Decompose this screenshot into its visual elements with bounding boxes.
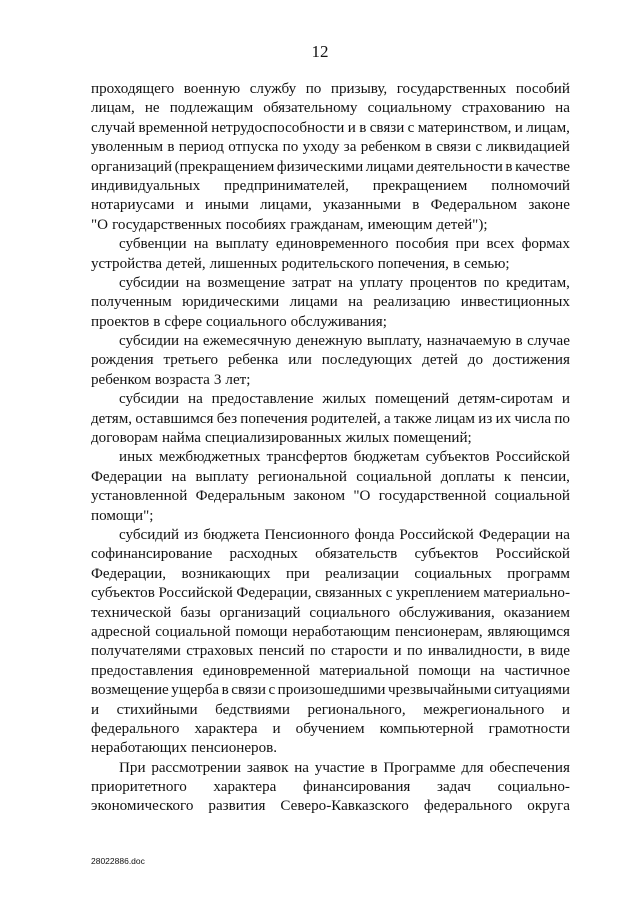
text-line: иных межбюджетных трансфертов бюджетам субъектов Российской (119, 449, 570, 466)
text-line: проходящего военную службу по призыву, государственных пособий (91, 81, 570, 97)
paragraph (91, 274, 570, 332)
text-line: субсидий из бюджета Пенсионного фонда Российской Федерации на (119, 526, 570, 543)
paragraph (91, 526, 570, 759)
text-line: помощи"; (91, 507, 154, 524)
text-line: субсидии на предоставление жилых помещений детям-сиротам и (119, 391, 570, 408)
text-line: устройства детей, лишенных родительского попечения, в семью; (91, 255, 510, 272)
text-line: "О государственных пособиях гражданам, имеющим детей"); (91, 216, 488, 233)
text-line: и стихийными бедствиями регионального, межрегионального и (91, 701, 570, 718)
text-line: организаций (прекращением физическими лицами деятельности в качестве (91, 158, 570, 175)
paragraph (91, 80, 570, 235)
text-line: субсидии на возмещение затрат на уплату процентов по кредитам, (119, 274, 570, 291)
text-line: приоритетного характера финансирования задач социально- (91, 779, 570, 796)
document-body (91, 80, 570, 817)
text-line: случай временной нетрудоспособности и в связи с материнством, и лицам, (91, 119, 570, 136)
text-line: проектов в сфере социального обслуживания; (91, 313, 387, 330)
text-line: субъектов Российской Федерации, связанных с укреплением материально- (91, 585, 570, 602)
text-line: ребенком возраста 3 лет; (91, 371, 251, 388)
text-line: уволенным в период отпуска по уходу за ребенком в связи с ликвидацией (91, 139, 570, 156)
text-line: неработающих пенсионеров. (91, 740, 278, 757)
text-line: лицам, не подлежащим обязательному социальному страхованию на (91, 100, 570, 117)
text-line: рождения третьего ребенка или последующих детей до достижения (91, 352, 570, 369)
paragraph (91, 390, 570, 448)
text-line: адресной социальной помощи неработающим пенсионерам, являющимся (91, 623, 570, 640)
text-line: субвенции на выплату единовременного пособия при всех формах (119, 236, 570, 253)
paragraph (91, 235, 570, 274)
text-line: Федерации на выплату региональной социальной доплаты к пенсии, (91, 468, 570, 485)
text-line: Федерации, возникающих при реализации социальных программ (91, 565, 570, 582)
paragraph (91, 448, 570, 526)
paragraph (91, 332, 570, 390)
text-line: получателями страховых пенсий по старости и по инвалидности, в виде (91, 643, 570, 660)
text-line: полученным юридическими лицами на реализацию инвестиционных (91, 294, 570, 311)
text-line: установленной Федеральным законом "О государственной социальной (91, 488, 570, 505)
text-line: софинансирование расходных обязательств субъектов Российской (91, 546, 570, 563)
paragraph (91, 759, 570, 817)
text-line: федерального характера и обучением компьютерной грамотности (91, 720, 570, 737)
text-line: предоставления единовременной материальной помощи на частичное (91, 662, 570, 679)
text-line: субсидии на ежемесячную денежную выплату, назначаемую в случае (119, 333, 570, 350)
text-line: экономического развития Северо-Кавказского федерального округа (91, 798, 570, 815)
text-line: нотариусами и иными лицами, указанными в Федеральном законе (91, 197, 570, 214)
text-line: возмещение ущерба в связи с произошедшими чрезвычайными ситуациями (91, 682, 570, 699)
text-line: При рассмотрении заявок на участие в Программе для обеспечения (119, 759, 570, 776)
footer-filename: 28022886.doc (91, 856, 145, 866)
text-line: технической базы организаций социального обслуживания, оказанием (91, 604, 570, 621)
text-line: детям, оставшимся без попечения родителей, а также лицам из их числа по (91, 410, 570, 427)
text-line: индивидуальных предпринимателей, прекращением полномочий (91, 177, 570, 194)
text-line: договорам найма специализированных жилых помещений; (91, 430, 472, 447)
page-number: 12 (311, 42, 329, 61)
